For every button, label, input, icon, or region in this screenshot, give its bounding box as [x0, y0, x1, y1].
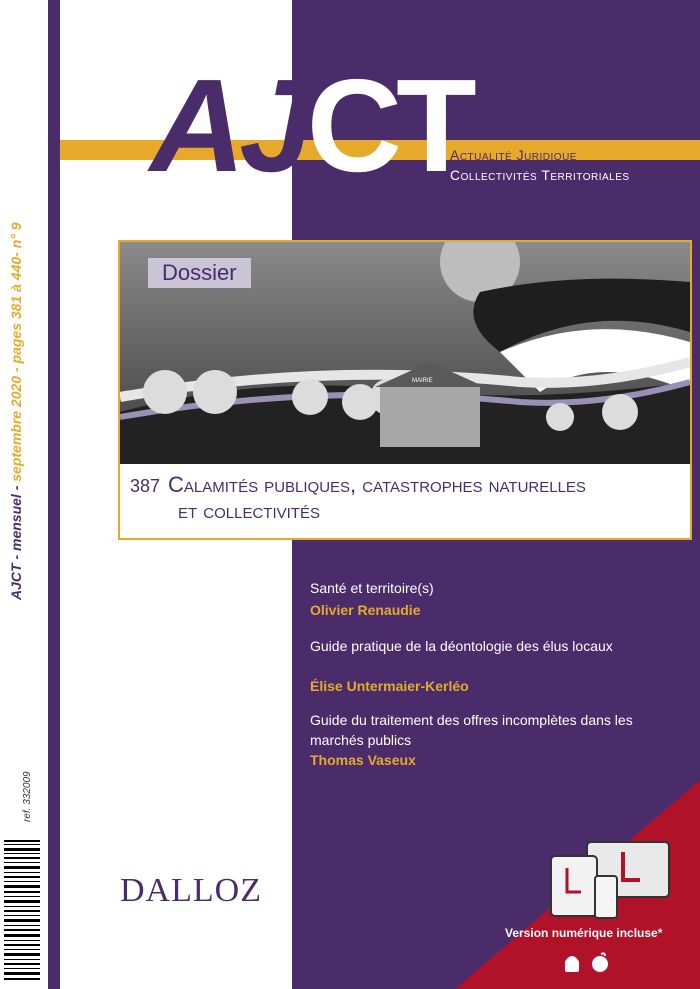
dossier-page: 387	[130, 476, 161, 496]
article-page: 416	[240, 634, 271, 654]
journal-logo	[150, 52, 471, 199]
spine-journal: AJCT - mensuel -	[8, 485, 24, 600]
publisher-logo: DALLOZ	[120, 872, 262, 909]
article-title: Santé et territoire(s)	[310, 580, 434, 596]
article-author: Olivier Renaudie	[310, 602, 421, 618]
dossier-title	[168, 472, 586, 524]
article-title: Guide du traitement des offres incomplètes dans les marchés publics	[310, 712, 633, 748]
article-author: Élise Untermaier-Kerléo	[310, 678, 469, 694]
article-title: Guide pratique de la déontologie des élus locaux	[310, 638, 613, 654]
logo-aj: AJ	[150, 52, 307, 199]
tagline-line1: Actualité Juridique	[450, 147, 577, 163]
digital-version-badge	[455, 780, 700, 989]
barcode	[2, 838, 42, 988]
dossier-feature	[118, 240, 692, 540]
building-sign: MAIRIE	[412, 378, 433, 384]
article-page: 421	[240, 708, 271, 728]
left-purple-bar	[48, 0, 60, 989]
tagline	[450, 145, 630, 185]
dossier-caption	[120, 464, 690, 538]
dossier-title-line1: Calamités publiques, catastrophes naturelles	[168, 472, 586, 497]
spine-text	[8, 0, 38, 600]
dossier-label: Dossier	[148, 258, 251, 288]
logo-ct: CT	[306, 52, 471, 199]
digital-version-label: Version numérique incluse*	[505, 926, 663, 940]
white-lower-panel	[60, 540, 292, 989]
tagline-line2: Collectivités Territoriales	[450, 167, 630, 183]
spine-issue: septembre 2020 - pages 381 à 440- n° 9	[8, 222, 24, 486]
reference-number: ref. 332009	[22, 771, 33, 822]
article-page: 412	[240, 576, 271, 596]
article-author: Thomas Vaseux	[310, 752, 416, 768]
dossier-title-line2: et collectivités	[178, 498, 320, 523]
